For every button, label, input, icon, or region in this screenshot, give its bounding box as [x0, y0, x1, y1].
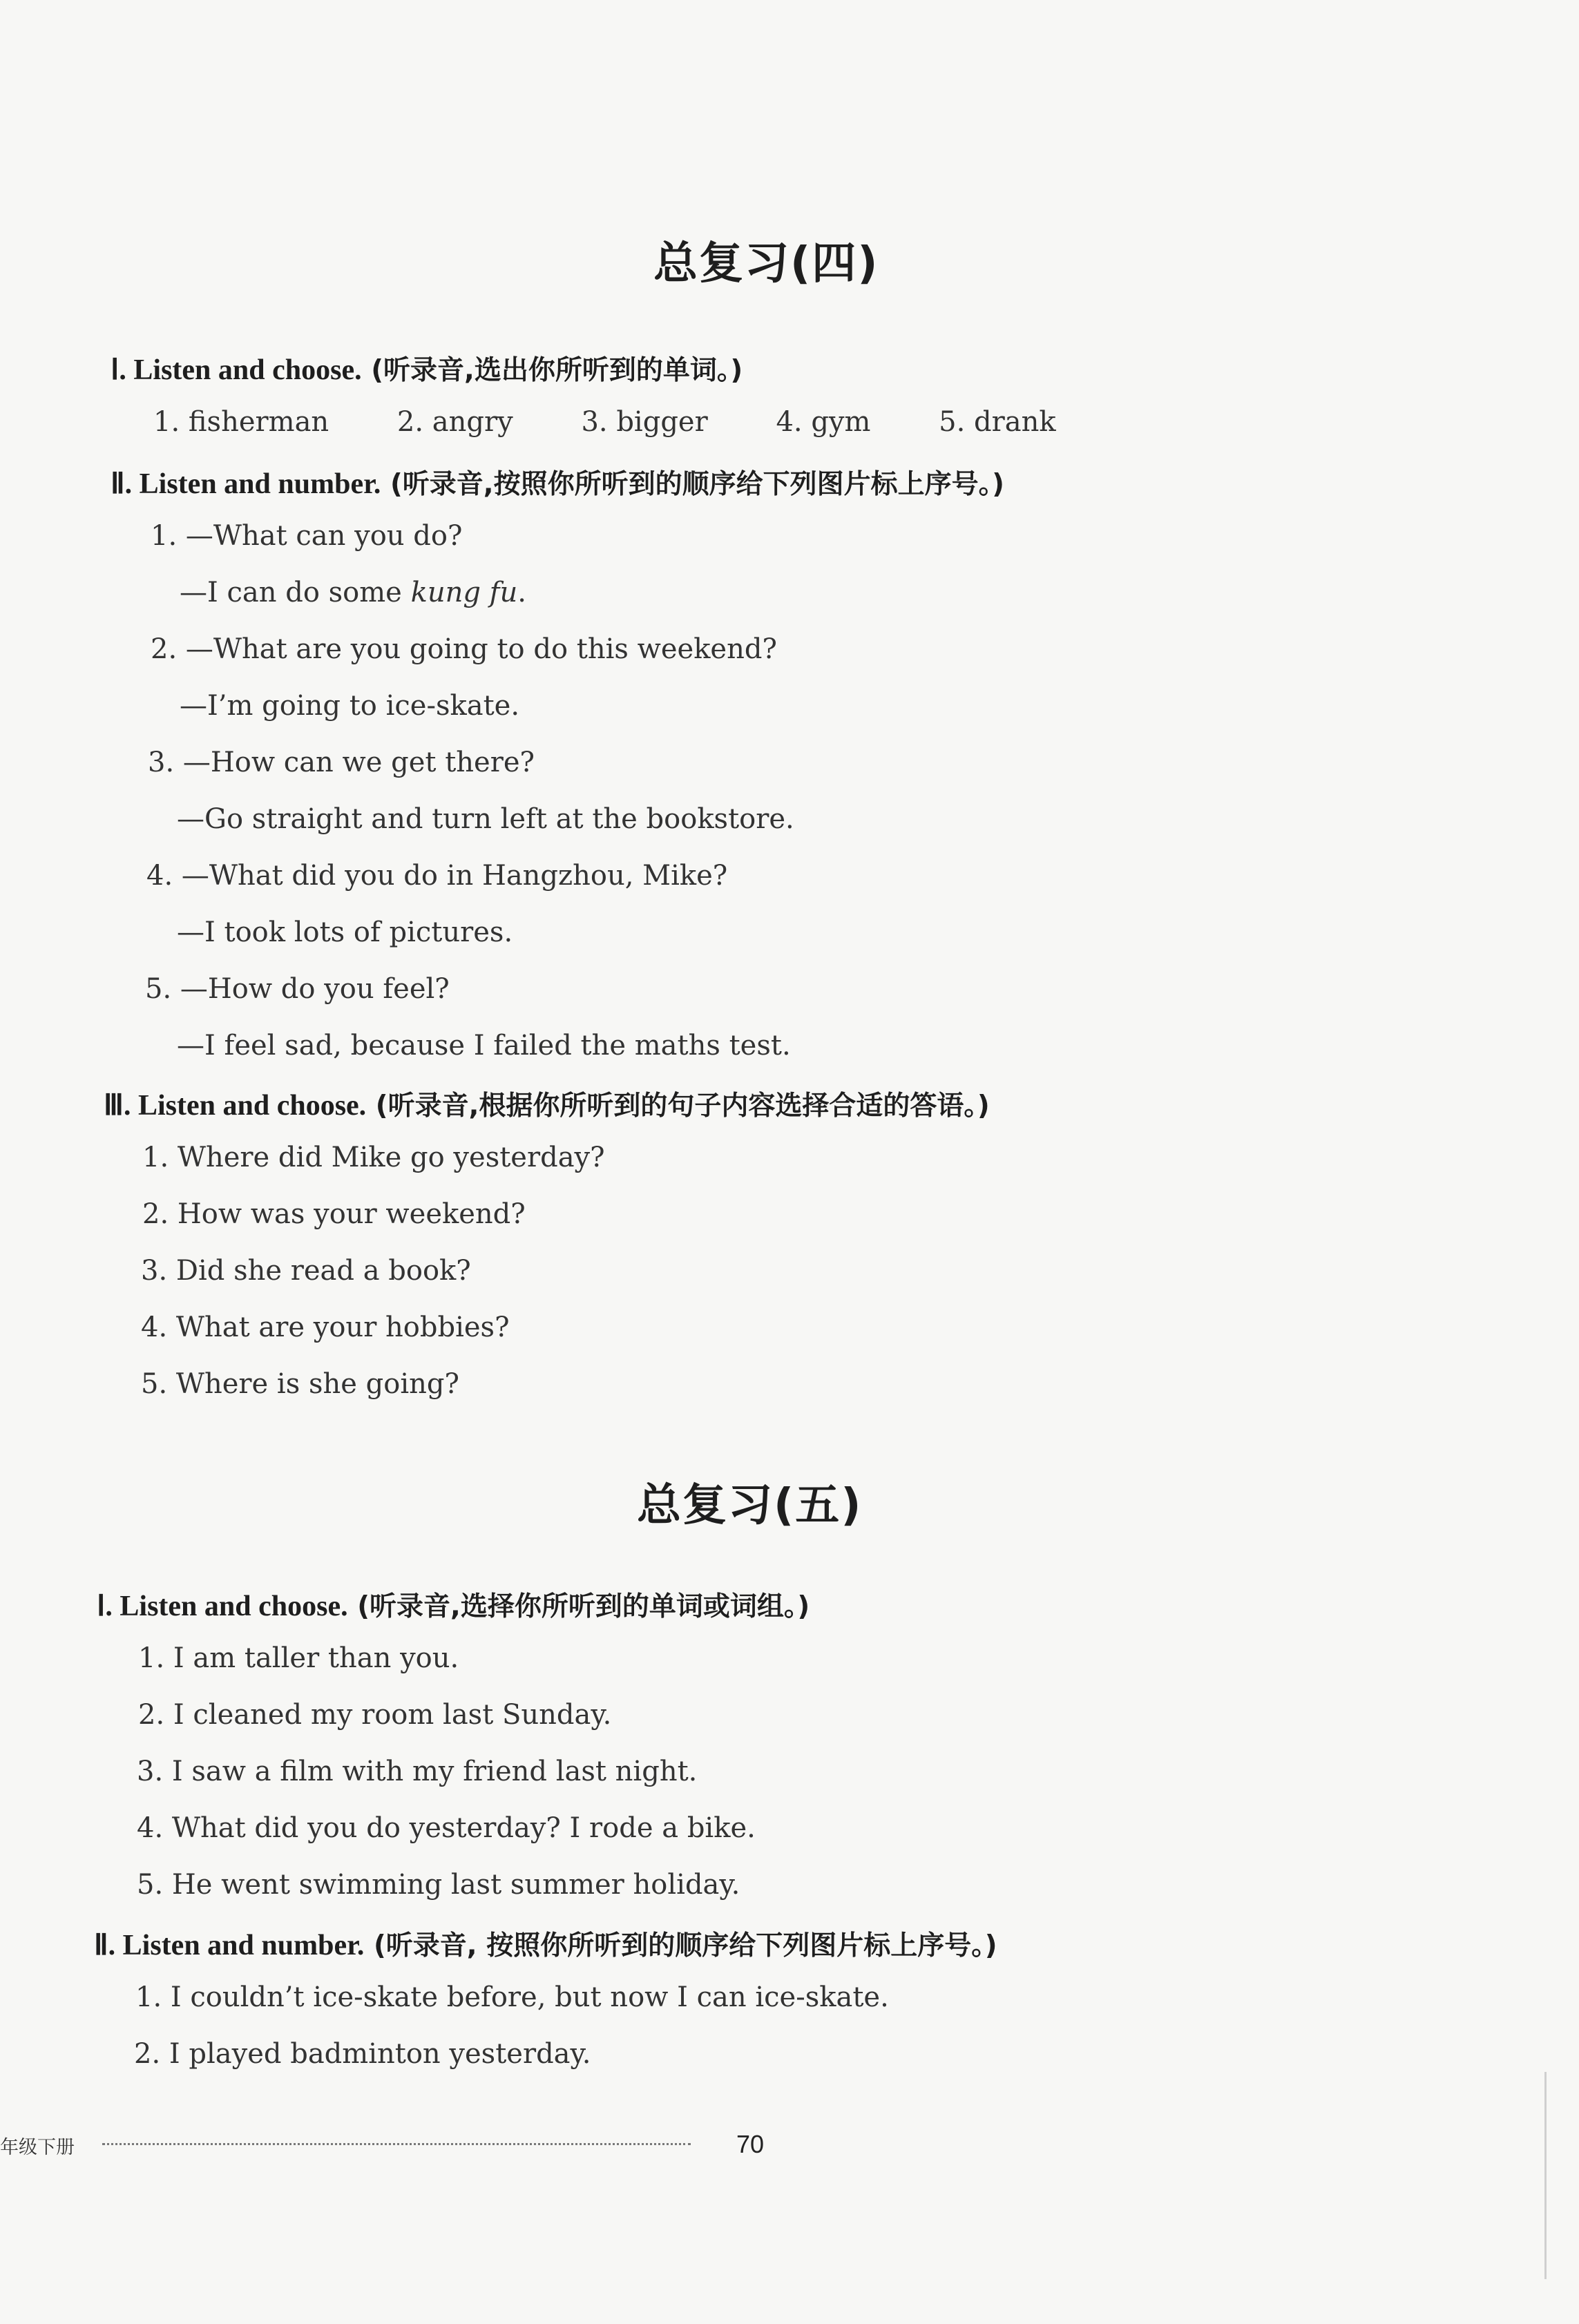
list-item: 1. fisherman	[153, 406, 329, 438]
dialogue-question: 2. —What are you going to do this weekend?	[151, 633, 777, 665]
dialogue-question: 3. —How can we get there?	[148, 747, 535, 778]
dialogue-answer: —Go straight and turn left at the bookstore.	[177, 803, 794, 835]
list-item: 4. gym	[776, 406, 871, 438]
dialogue-answer: —I’m going to ice-skate.	[180, 690, 520, 722]
review4-section3-heading	[104, 1084, 990, 1123]
section-heading-en: Ⅰ. Listen and choose.	[97, 1591, 348, 1622]
section-heading-zh: (听录音, 按照你所听到的顺序给下列图片标上序号。)	[373, 1930, 997, 1961]
dialogue-question: 4. —What did you do in Hangzhou, Mike?	[146, 860, 728, 892]
dialogue-answer	[180, 577, 526, 608]
list-item: 2. I cleaned my room last Sunday.	[138, 1699, 612, 1731]
list-item: 2. I played badminton yesterday.	[134, 2038, 591, 2070]
list-item: 2. How was your weekend?	[142, 1198, 526, 1230]
dialogue-question: 1. —What can you do?	[151, 520, 463, 552]
dialogue-answer: —I took lots of pictures.	[177, 916, 513, 948]
answer-period: .	[517, 577, 526, 608]
list-item: 5. drank	[939, 406, 1056, 438]
list-item: 1. I couldn’t ice-skate before, but now I can ice-skate.	[135, 1981, 889, 2013]
list-item: 4. What are your hobbies?	[141, 1312, 510, 1343]
dialogue-question: 5. —How do you feel?	[145, 973, 450, 1005]
answer-text: —I can do some	[180, 577, 411, 608]
list-item: 5. Where is she going?	[141, 1368, 459, 1400]
dialogue-answer: —I feel sad, because I failed the maths test.	[177, 1030, 791, 1062]
section-heading-zh: (听录音,选出你所听到的单词。)	[371, 355, 743, 386]
list-item: 1. Where did Mike go yesterday?	[142, 1142, 605, 1173]
section-heading-en: Ⅰ. Listen and choose.	[111, 354, 362, 386]
answer-italic-text: kung fu	[410, 577, 518, 608]
scan-edge-line	[1544, 2072, 1547, 2279]
review5-section2-heading	[94, 1924, 997, 1963]
section-heading-en: Ⅲ. Listen and choose.	[104, 1090, 367, 1122]
review5-title: 总复习(五)	[637, 1480, 863, 1531]
review4-word-list	[153, 406, 1116, 438]
list-item: 3. Did she read a book?	[141, 1255, 471, 1287]
list-item: 3. bigger	[581, 406, 708, 438]
review4-title: 总复习(四)	[653, 238, 879, 289]
review5-section1-heading	[97, 1585, 810, 1624]
footer-book-label: 年级下册	[0, 2137, 75, 2158]
section-heading-en: Ⅱ. Listen and number.	[111, 468, 381, 500]
list-item: 1. I am taller than you.	[138, 1642, 459, 1674]
list-item: 3. I saw a film with my friend last night.	[137, 1756, 698, 1787]
list-item: 4. What did you do yesterday? I rode a bike.	[137, 1812, 756, 1844]
section-heading-zh: (听录音,选择你所听到的单词或词组。)	[357, 1591, 810, 1622]
page-number: 70	[736, 2130, 765, 2158]
section-heading-en: Ⅱ. Listen and number.	[94, 1930, 365, 1961]
list-item: 5. He went swimming last summer holiday.	[137, 1869, 740, 1901]
review4-section2-heading	[111, 463, 1004, 501]
list-item: 2. angry	[396, 406, 513, 438]
section-heading-zh: (听录音,按照你所听到的顺序给下列图片标上序号。)	[390, 469, 1004, 500]
review4-section1-heading	[111, 349, 743, 387]
footer-dotted-rule	[102, 2143, 691, 2145]
section-heading-zh: (听录音,根据你所听到的句子内容选择合适的答语。)	[375, 1091, 990, 1122]
